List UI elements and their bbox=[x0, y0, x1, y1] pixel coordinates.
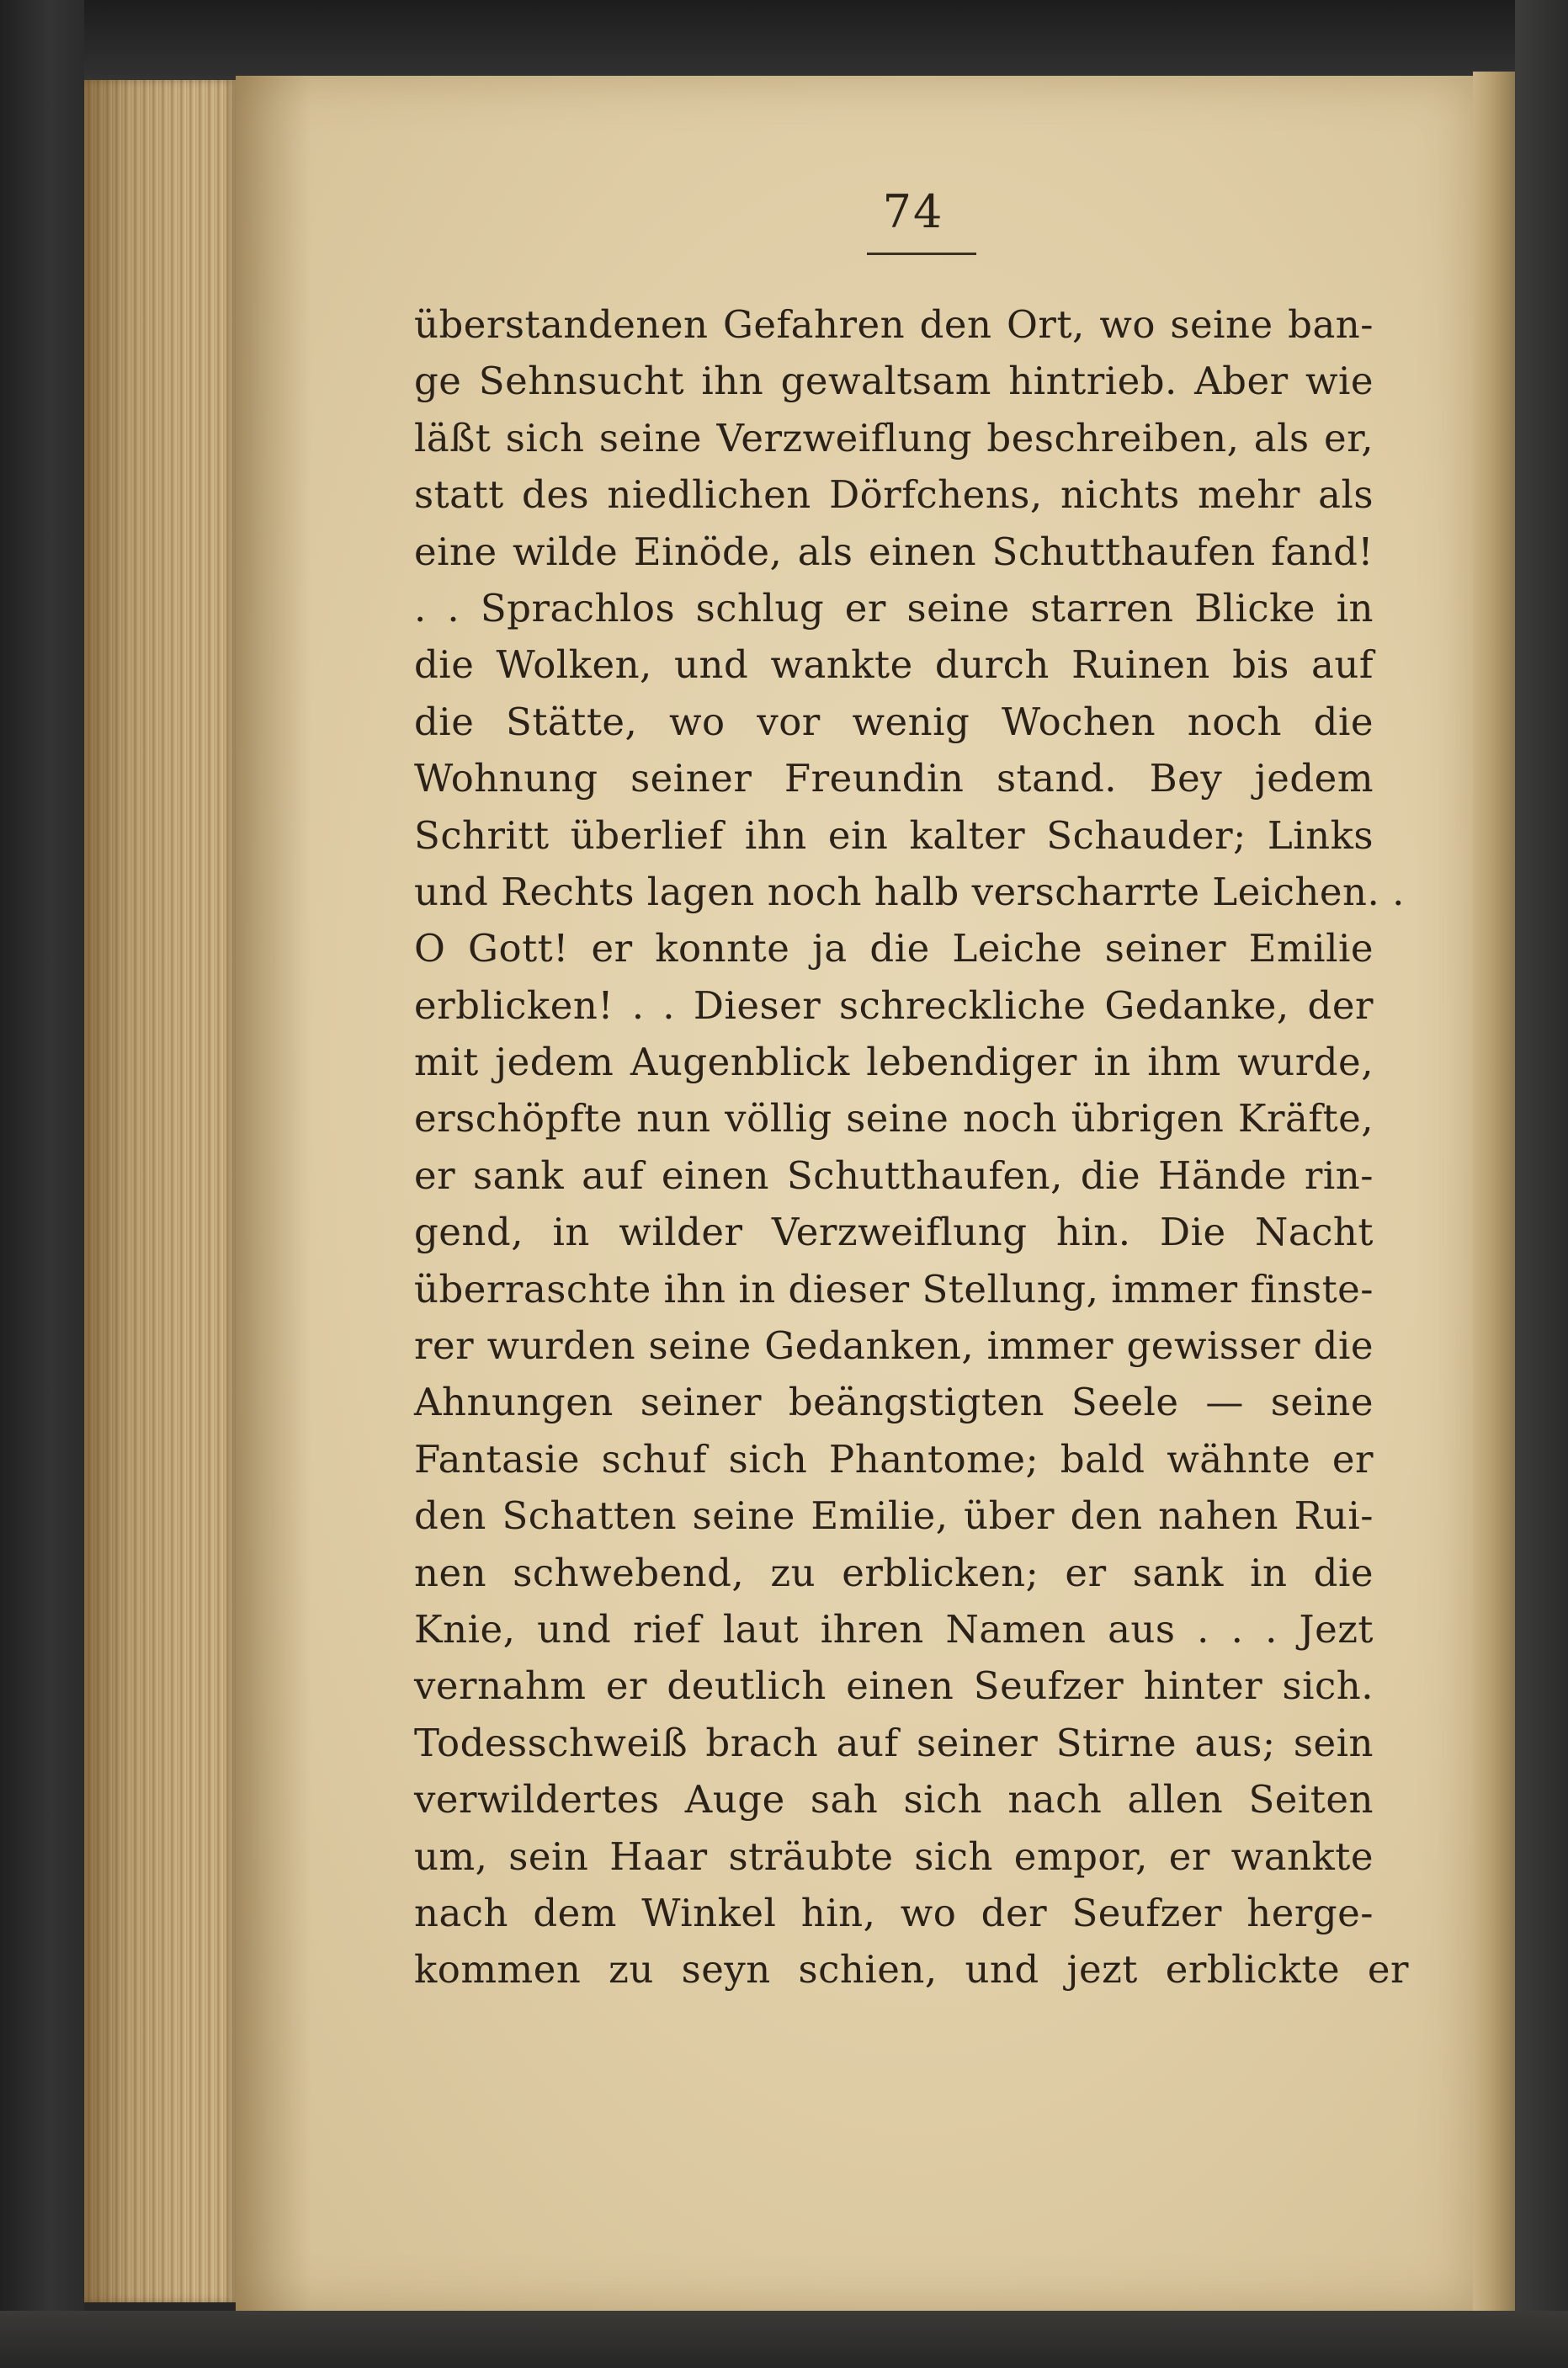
text-line: läßt sich seine Verzweiflung beschreiben, als er, bbox=[414, 415, 1374, 460]
text-line: gend, in wilder Verzweiflung hin. Die Nacht bbox=[414, 1210, 1374, 1255]
text-line: überraschte ihn in dieser Stellung, immer finste- bbox=[414, 1266, 1374, 1312]
text-line: vernahm er deutlich einen Seufzer hinter sich. bbox=[414, 1663, 1374, 1709]
text-line: die Wolken, und wankte durch Ruinen bis auf bbox=[414, 642, 1374, 688]
text-line: er sank auf einen Schutthaufen, die Hände rin- bbox=[414, 1152, 1374, 1198]
text-line: die Stätte, wo vor wenig Wochen noch die bbox=[414, 699, 1374, 744]
text-line: statt des niedlichen Dörfchens, nichts mehr als bbox=[414, 472, 1374, 518]
page-number: 74 bbox=[882, 185, 944, 238]
text-line: überstandenen Gefahren den Ort, wo seine ban- bbox=[414, 302, 1374, 347]
text-line: um, sein Haar sträubte sich empor, er wankte bbox=[414, 1833, 1374, 1879]
text-line: erblicken! . . Dieser schreckliche Gedanke, der bbox=[414, 982, 1374, 1028]
text-line: Todesschweiß brach auf seiner Stirne aus; sein bbox=[414, 1720, 1374, 1765]
page-gutter-shadow bbox=[236, 76, 311, 2311]
text-line: rer wurden seine Gedanken, immer gewisser die bbox=[414, 1323, 1374, 1369]
text-line: kommen zu seyn schien, und jezt erblickte er bbox=[414, 1947, 1410, 1993]
text-line: ge Sehnsucht ihn gewaltsam hintrieb. Aber wie bbox=[414, 359, 1374, 404]
text-line: Wohnung seiner Freundin stand. Bey jedem bbox=[414, 756, 1374, 801]
text-line: den Schatten seine Emilie, über den nahen Rui- bbox=[414, 1493, 1374, 1539]
text-line: eine wilde Einöde, als einen Schutthaufen fand! bbox=[414, 529, 1374, 574]
page-number-underline bbox=[867, 253, 976, 255]
book-cover-bottom-edge bbox=[0, 2311, 1568, 2368]
text-line: O Gott! er konnte ja die Leiche seiner Emilie bbox=[414, 926, 1374, 971]
text-line: nen schwebend, zu erblicken; er sank in die bbox=[414, 1550, 1374, 1595]
text-line: verwildertes Auge sah sich nach allen Seiten bbox=[414, 1777, 1374, 1823]
text-line: Fantasie schuf sich Phantome; bald wähnte er bbox=[414, 1436, 1374, 1482]
text-line: . . Sprachlos schlug er seine starren Blicke in bbox=[414, 585, 1374, 631]
text-line: Knie, und rief laut ihren Namen aus . . . Jezt bbox=[414, 1606, 1374, 1652]
text-line: erschöpfte nun völlig seine noch übrigen Kräfte, bbox=[414, 1096, 1374, 1141]
text-line: und Rechts lagen noch halb verscharrte Leichen. . bbox=[414, 869, 1405, 914]
text-line: nach dem Winkel hin, wo der Seufzer herge- bbox=[414, 1890, 1374, 1935]
book-cover-left-edge bbox=[0, 0, 84, 2368]
page-edges-shadow bbox=[84, 80, 236, 2302]
text-line: Schritt überlief ihn ein kalter Schauder; Links bbox=[414, 812, 1374, 858]
next-page-edge bbox=[1473, 72, 1515, 2319]
book-cover-right-edge bbox=[1515, 0, 1568, 2368]
text-line: Ahnungen seiner beängstigten Seele — seine bbox=[414, 1380, 1374, 1425]
text-line: mit jedem Augenblick lebendiger in ihm wurde, bbox=[414, 1040, 1374, 1085]
body-text bbox=[414, 296, 1410, 1998]
